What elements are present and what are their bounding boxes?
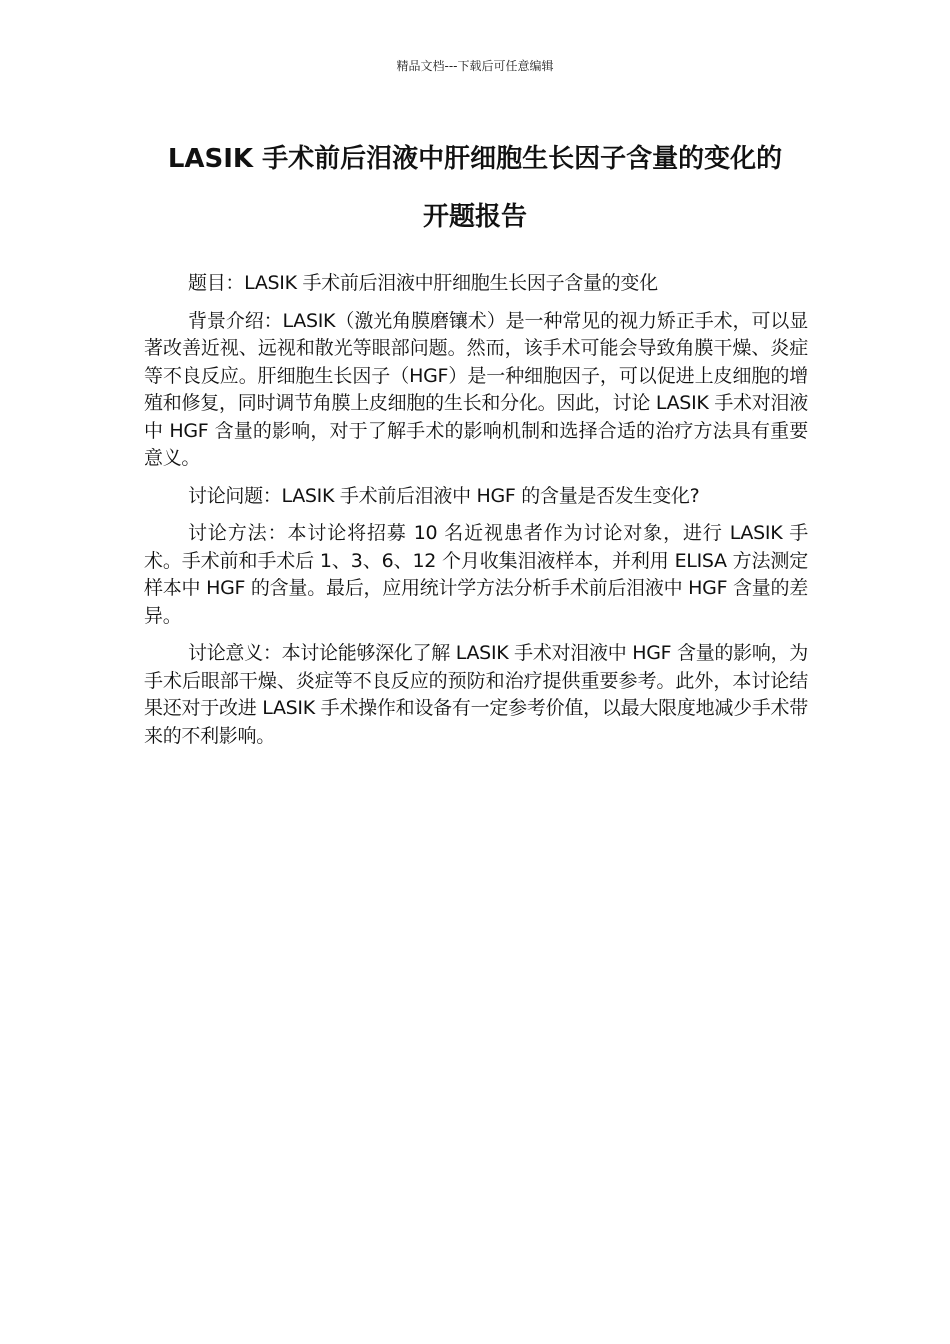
paragraph-significance: 讨论意义：本讨论能够深化了解 LASIK 手术对泪液中 HGF 含量的影响，为手术后眼部干燥、炎症等不良反应的预防和治疗提供重要参考。此外，本讨论结果还对于改进 LASIK 手术操作和设备有一定参考价值，以最大限度地减少手术带来的不利影响。	[144, 642, 808, 747]
document-title	[140, 130, 810, 246]
title-line-1: LASIK 手术前后泪液中肝细胞生长因子含量的变化的	[167, 144, 783, 174]
paragraph-background: 背景介绍：LASIK（激光角膜磨镶术）是一种常见的视力矫正手术，可以显著改善近视、远视和散光等眼部问题。然而，该手术可能会导致角膜干燥、炎症等不良反应。肝细胞生长因子（HGF）是一种细胞因子，可以促进上皮细胞的增殖和修复，同时调节角膜上皮细胞的生长和分化。因此，讨论 LASIK 手术对泪液中 HGF 含量的影响，对于了解手术的影响机制和选择合适的治疗方法具有重要意义。	[144, 309, 808, 469]
paragraph-method: 讨论方法：本讨论将招募 10 名近视患者作为讨论对象，进行 LASIK 手术。手术前和手术后 1、3、6、12 个月收集泪液样本，并利用 ELISA 方法测定样本中 HGF 的含量。最后，应用统计学方法分析手术前后泪液中 HGF 含量的差异。	[144, 522, 808, 627]
paragraph-question: 讨论问题：LASIK 手术前后泪液中 HGF 的含量是否发生变化?	[188, 484, 700, 507]
title-line-2: 开题报告	[422, 202, 527, 232]
page-header-note: 精品文档---下载后可任意编辑	[396, 59, 554, 73]
document-body	[144, 270, 808, 760]
paragraph-topic: 题目：LASIK 手术前后泪液中肝细胞生长因子含量的变化	[188, 272, 658, 294]
